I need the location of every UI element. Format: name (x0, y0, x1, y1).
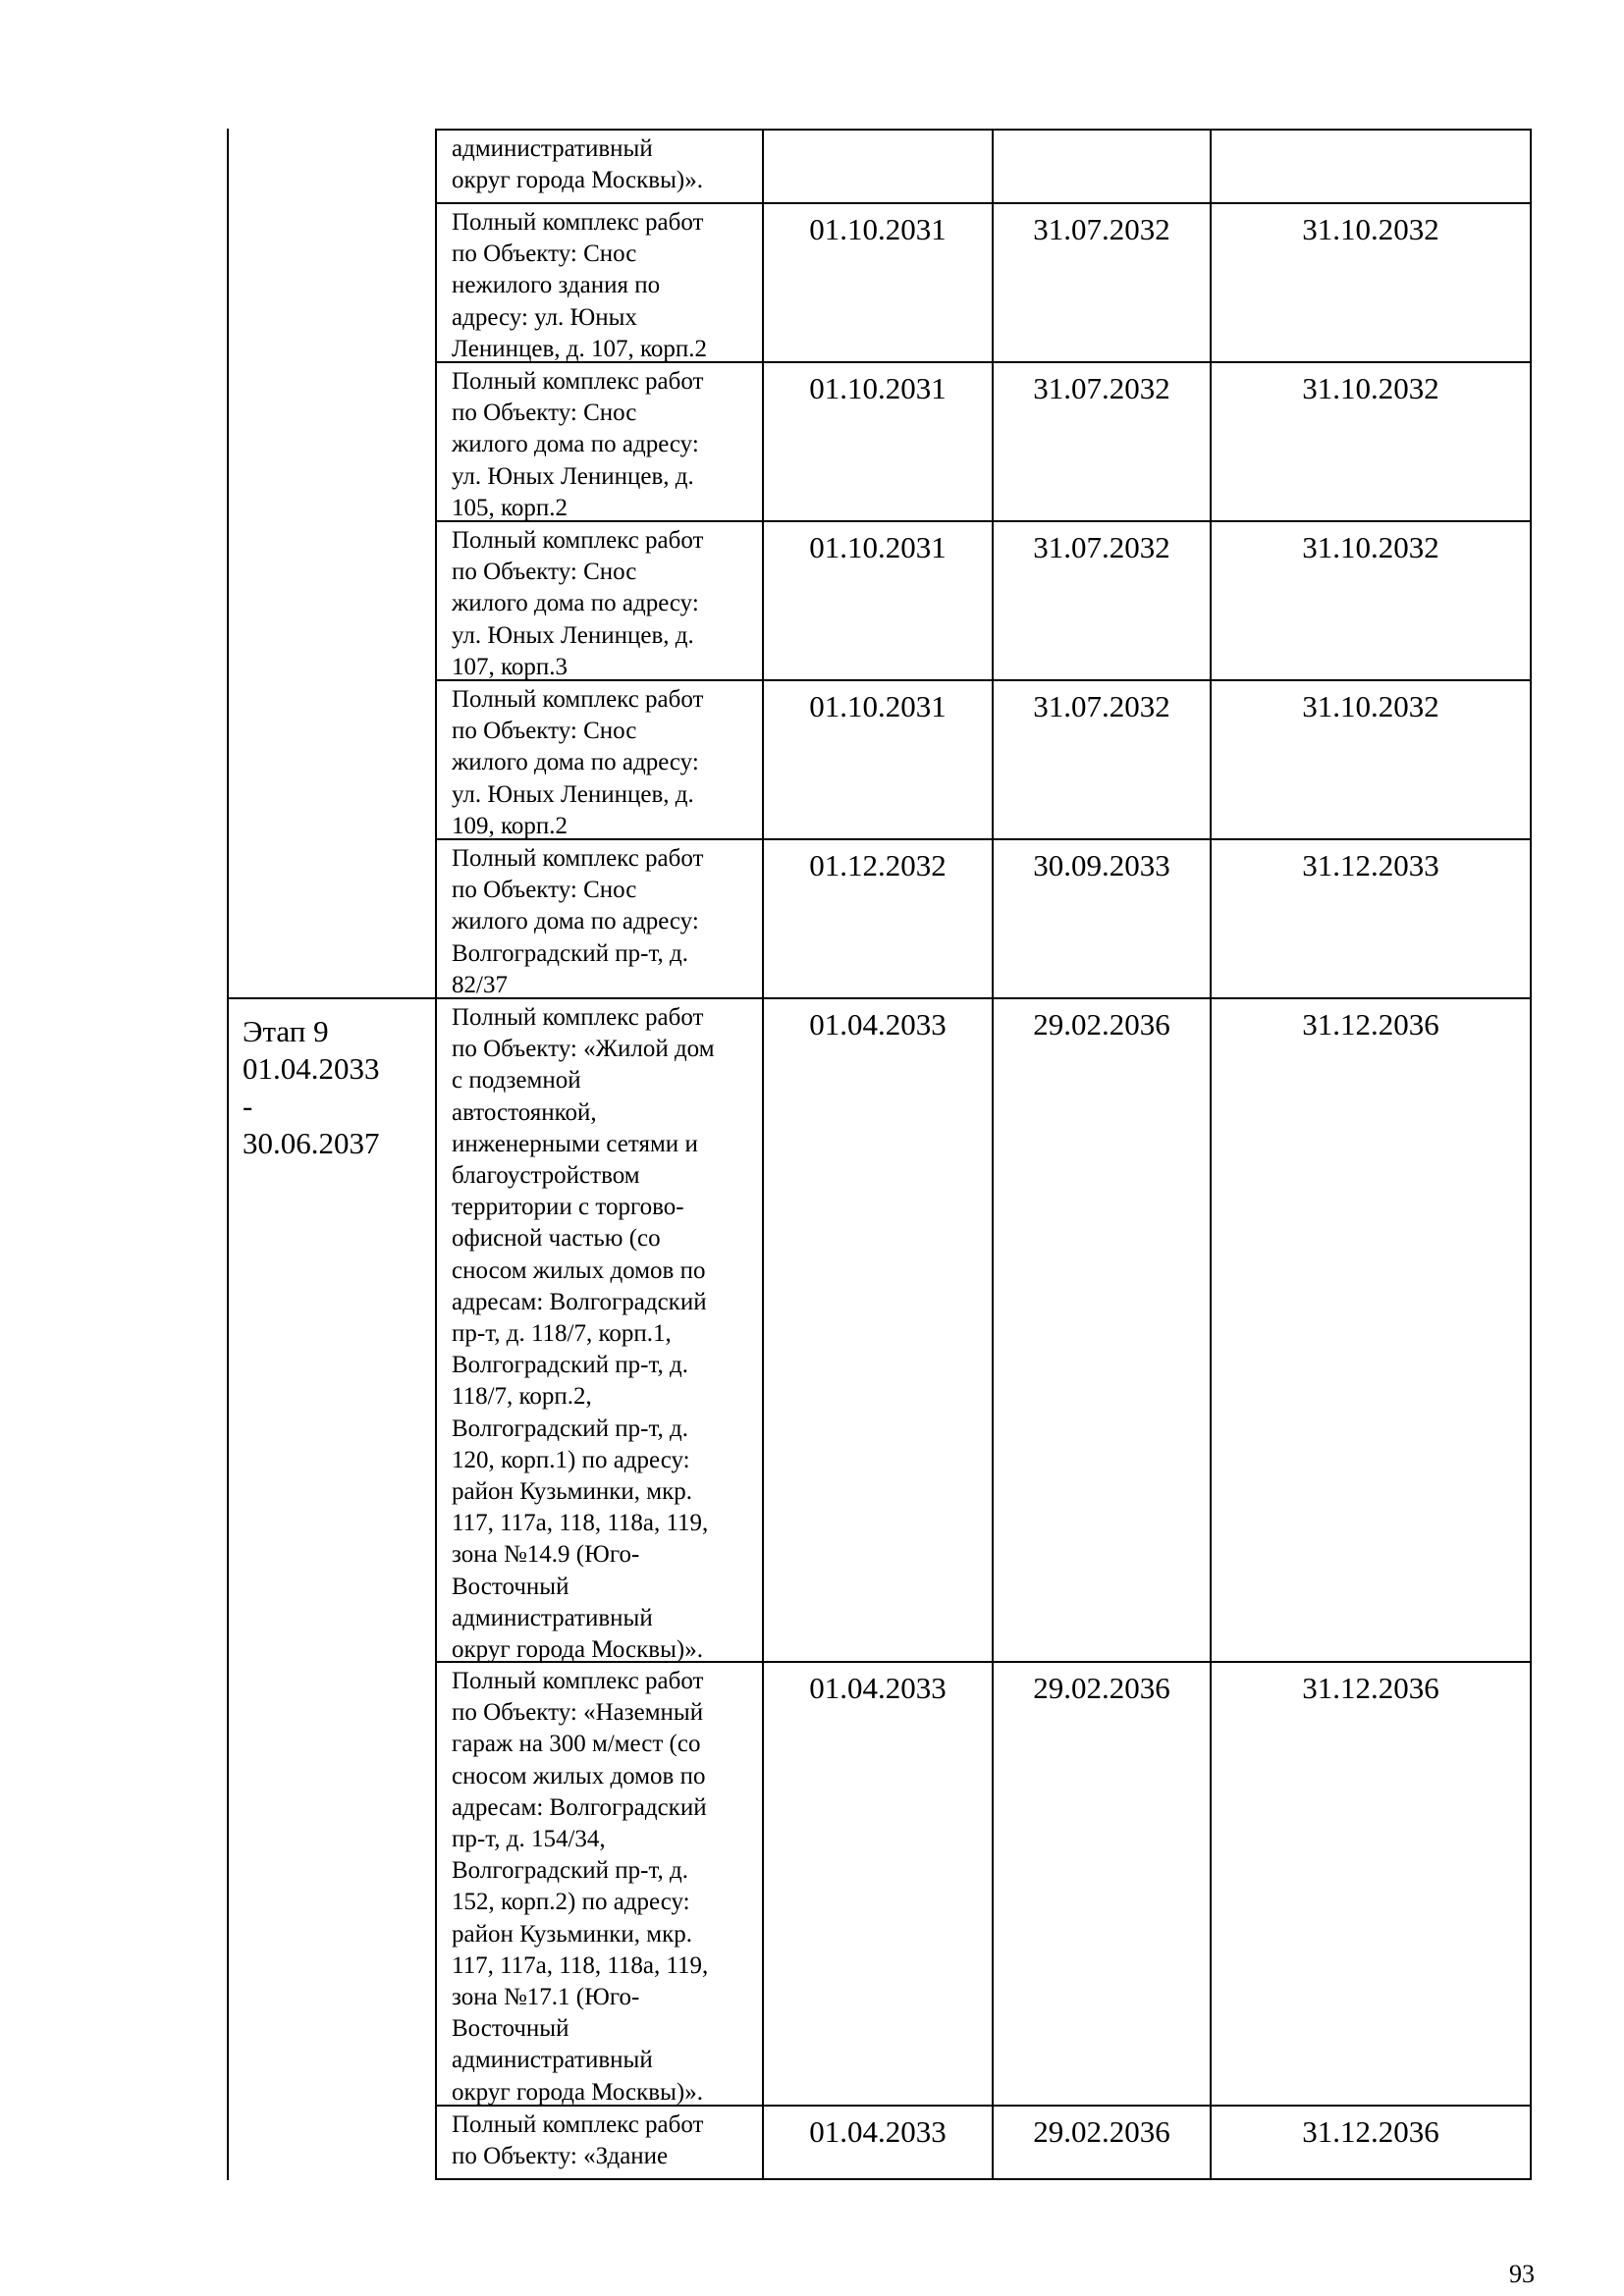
work-description: Полный комплекс работ по Объекту: «Жилой дом с подземной автостоянкой, инженерными сетями и благоустройством территории с торгово- офисной частью (со сносом жилых домов по адресам: Волгоградский пр-т, д. 118/7, корп.1, Волгоградский пр-т, д. 118/7, корп.2, Волгоградский пр-т, д. 120, корп.1) по адресу: район Кузьминки, мкр. 117, 117а, 118, 118а, 119, зона №14.9 (Юго- Восточный административный округ города Москвы)». (452, 1004, 715, 1664)
start-date: 01.04.2033 (809, 1671, 947, 1705)
final-date: 31.10.2032 (1302, 212, 1439, 246)
work-description: Полный комплекс работ по Объекту: Снос жилого дома по адресу: ул. Юных Ленинцев, д. 107, корп.3 (452, 527, 704, 680)
start-date: 01.04.2033 (809, 2114, 947, 2149)
work-description: Полный комплекс работ по Объекту: Снос жилого дома по адресу: Волгоградский пр-т, д. 82/37 (452, 845, 704, 998)
end-date: 30.09.2033 (1033, 848, 1170, 882)
final-date: 31.12.2033 (1302, 848, 1439, 882)
end-date: 31.07.2032 (1033, 689, 1170, 723)
start-date: 01.10.2031 (809, 371, 947, 405)
end-date: 31.07.2032 (1033, 530, 1170, 564)
final-date: 31.10.2032 (1302, 371, 1439, 405)
work-description: Полный комплекс работ по Объекту: «Наземный гараж на 300 м/мест (со сносом жилых домов по адресам: Волгоградский пр-т, д. 154/34, Волгоградский пр-т, д. 152, корп.2) по адресу: район Кузьминки, мкр. 117, 117а, 118, 118а, 119, зона №17.1 (Юго- Восточный административный округ города Москвы)». (452, 1668, 709, 2106)
final-date: 31.10.2032 (1302, 689, 1439, 723)
start-date: 01.10.2031 (809, 689, 947, 723)
end-date: 29.02.2036 (1033, 2114, 1170, 2149)
end-date: 31.07.2032 (1033, 371, 1170, 405)
final-date: 31.12.2036 (1302, 1007, 1439, 1041)
table-right-border (1530, 129, 1532, 2180)
final-date: 31.12.2036 (1302, 1671, 1439, 1705)
end-date: 29.02.2036 (1033, 1671, 1170, 1705)
end-date: 29.02.2036 (1033, 1007, 1170, 1041)
final-date: 31.10.2032 (1302, 530, 1439, 564)
end-date: 31.07.2032 (1033, 212, 1170, 246)
work-description: Полный комплекс работ по Объекту: Снос жилого дома по адресу: ул. Юных Ленинцев, д. 105, корп.2 (452, 368, 704, 521)
work-description: Полный комплекс работ по Объекту: Снос жилого дома по адресу: ул. Юных Ленинцев, д. 109, корп.2 (452, 686, 704, 839)
page-number: 93 (1509, 2260, 1535, 2288)
work-description: административный округ города Москвы)». (452, 135, 703, 194)
final-date: 31.12.2036 (1302, 2114, 1439, 2149)
start-date: 01.04.2033 (809, 1007, 947, 1041)
start-date: 01.10.2031 (809, 530, 947, 564)
stage-label: Этап 9 01.04.2033 - 30.06.2037 (243, 1014, 380, 1160)
work-description: Полный комплекс работ по Объекту: «Здание (452, 2111, 704, 2170)
start-date: 01.10.2031 (809, 212, 947, 246)
work-description: Полный комплекс работ по Объекту: Снос нежилого здания по адресу: ул. Юных Ленинцев, д. 107, корп.2 (452, 209, 708, 362)
start-date: 01.12.2032 (809, 848, 947, 882)
